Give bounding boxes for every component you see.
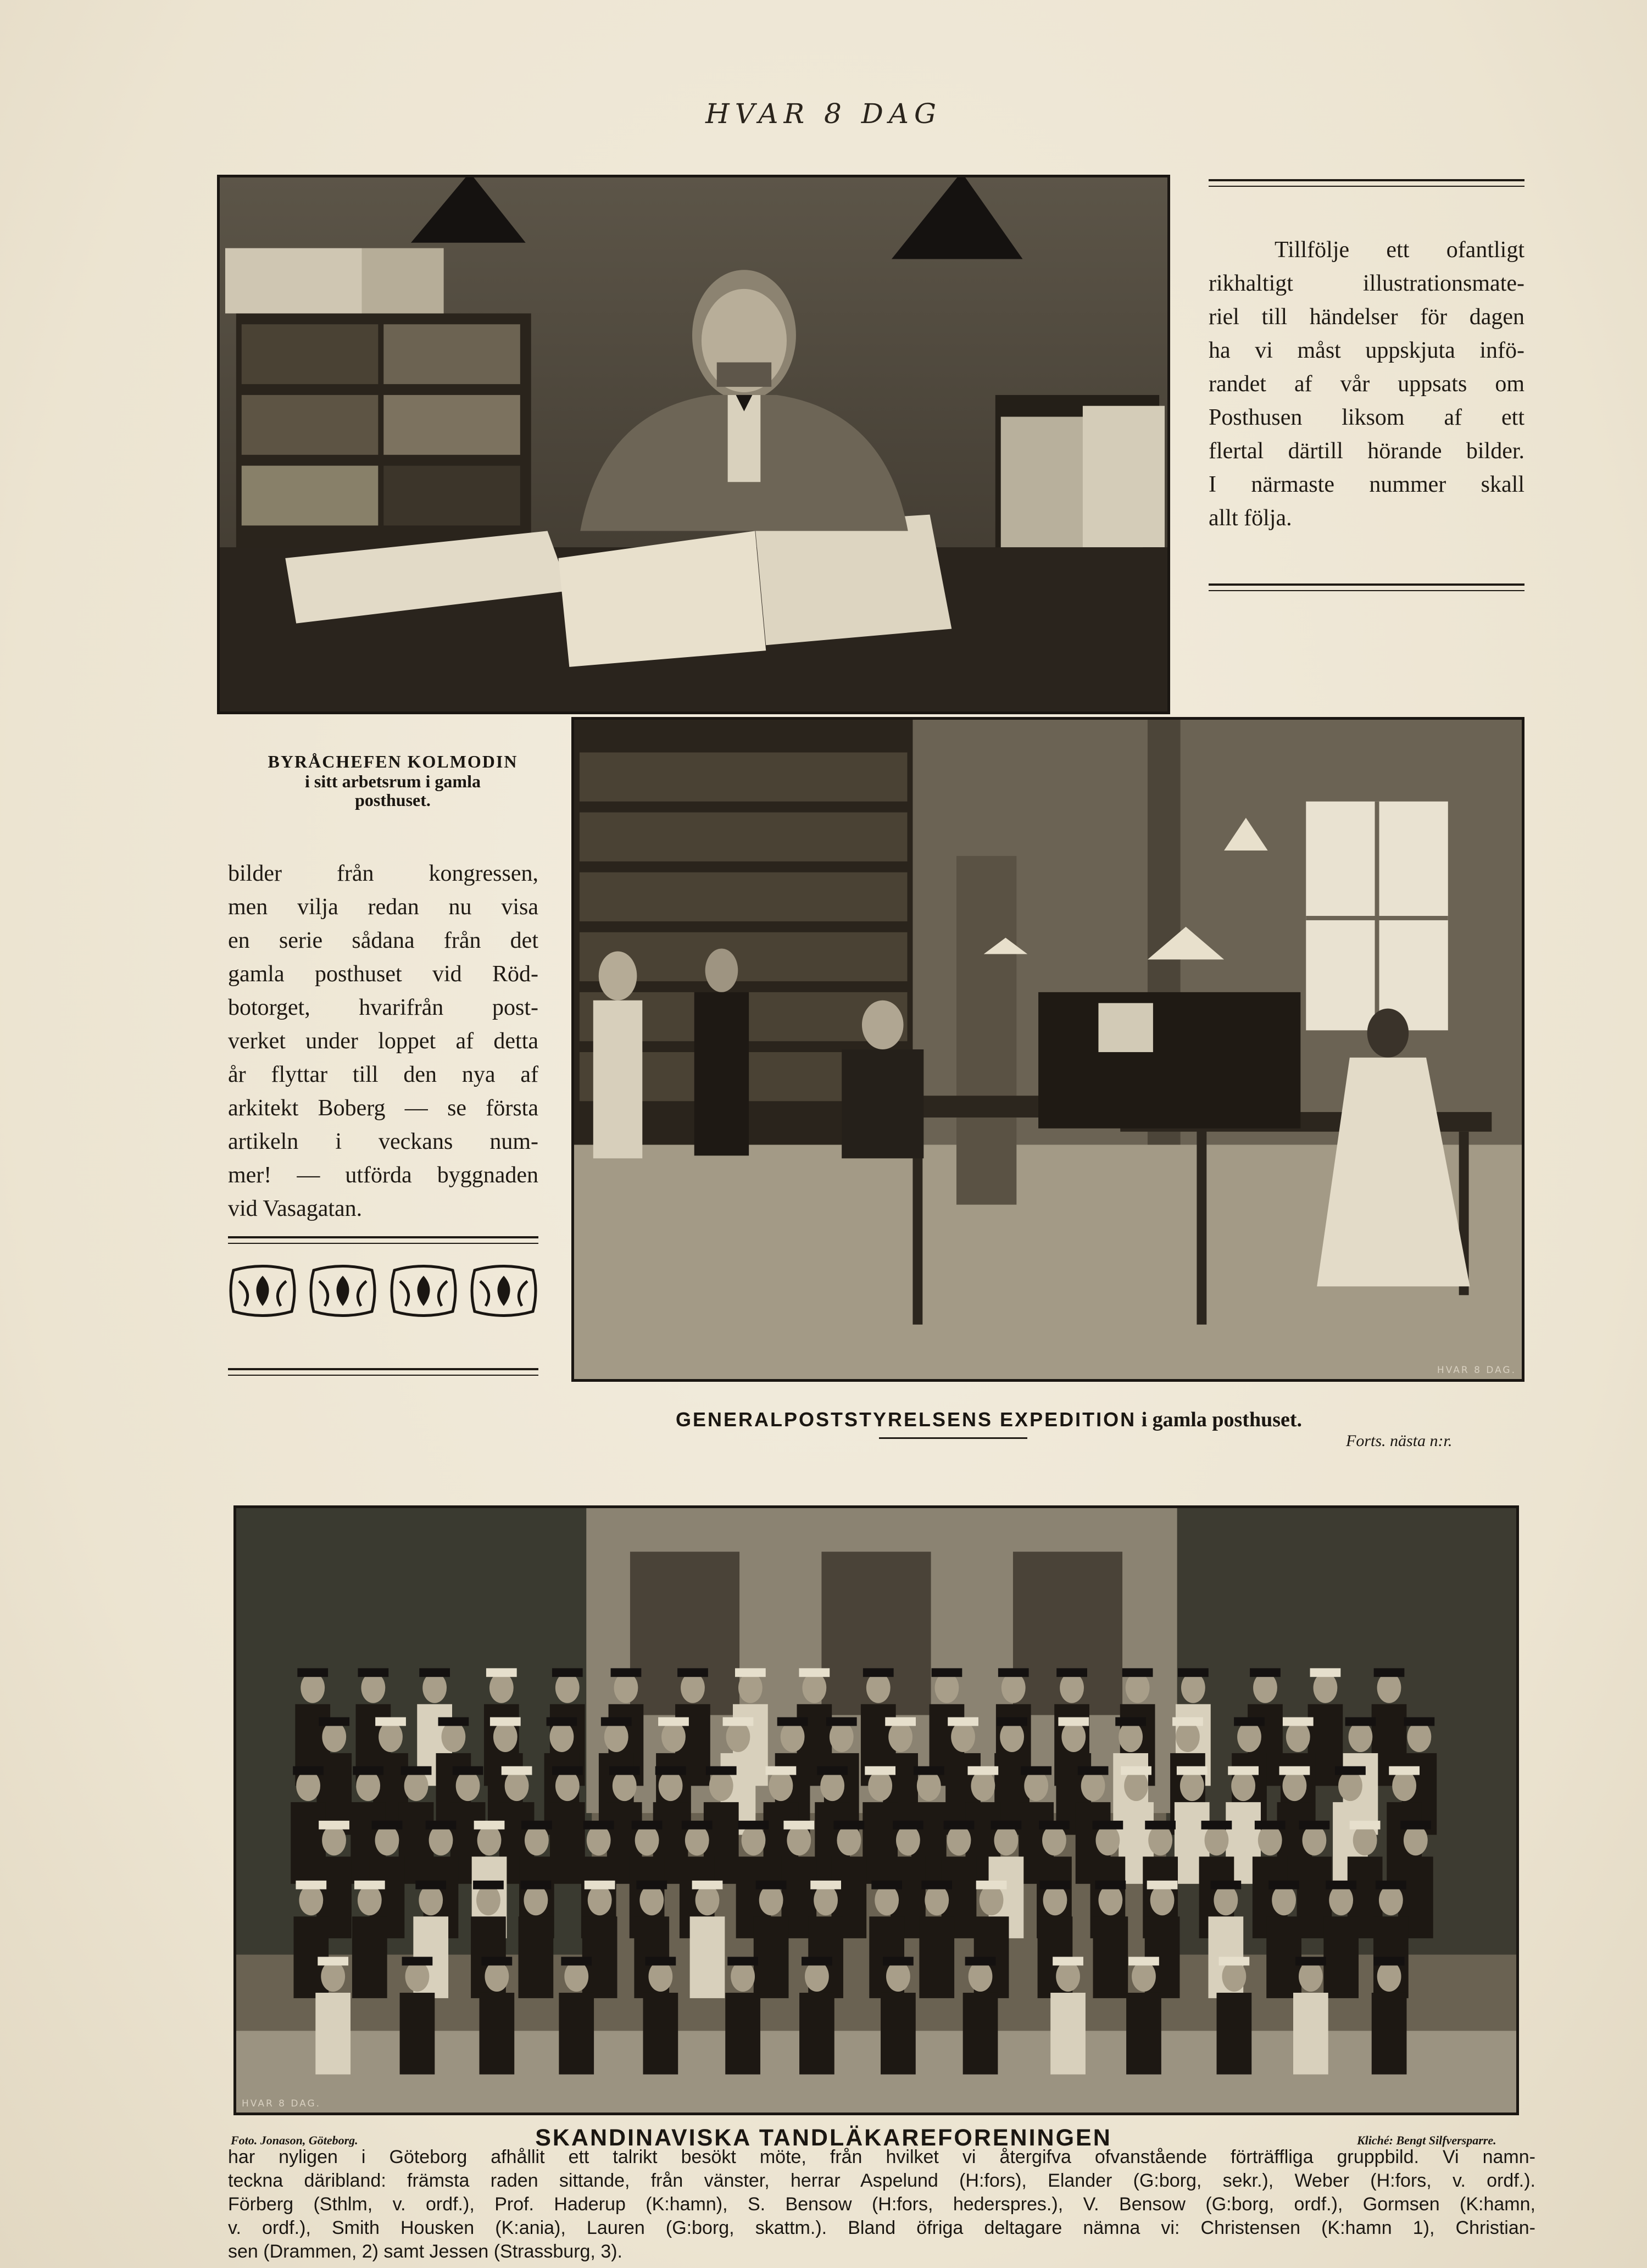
left-column-line: vid Vasagatan.	[228, 1196, 363, 1221]
left-column-line: men vilja redan nu visa	[228, 894, 538, 920]
floral-ornament-icon	[469, 1265, 538, 1317]
photo2-caption-rest: i gamla posthuset.	[1136, 1408, 1303, 1431]
left-column-line: år flyttar till den nya af	[228, 1062, 538, 1087]
notice-line: randet af vår uppsats om	[1209, 371, 1524, 397]
notice-line: flertal därtill hörande bilder.	[1209, 438, 1524, 464]
group-photo-illustration	[236, 1508, 1516, 2113]
left-column-text	[228, 857, 538, 1226]
photo1-caption-line: posthuset.	[355, 790, 431, 810]
notice-line: ha vi måst uppskjuta infö-	[1209, 338, 1524, 363]
notice-line: allt följa.	[1209, 505, 1292, 531]
notice-text	[1209, 234, 1524, 535]
left-column-line: bilder från kongressen,	[228, 861, 538, 886]
article-line: teckna däribland: främsta raden sittande, från vänster, herrar Aspelund (H:fors), Elander (G:borg, sekr.), Weber (H:fors, v. ordf.).	[228, 2170, 1535, 2191]
cliche-credit: Kliché: Bengt Silfversparre.	[1357, 2133, 1496, 2147]
photo1-caption-line: i sitt arbetsrum i gamla	[305, 771, 481, 791]
article-line: sen (Drammen, 2) samt Jessen (Strassburg, 3).	[228, 2241, 623, 2262]
notice-line: Posthusen liksom af ett	[1209, 405, 1524, 430]
continued-note: Forts. nästa n:r.	[1346, 1432, 1453, 1450]
left-column-rule-bottom	[228, 1368, 538, 1376]
photo2-caption	[577, 1408, 1401, 1432]
photo-group-tandlakare	[233, 1505, 1519, 2115]
left-column-line: artikeln i veckans num-	[228, 1129, 538, 1154]
floral-ornament-icon	[308, 1265, 377, 1317]
photo1-caption-title: BYRÅCHEFEN KOLMODIN	[268, 752, 518, 771]
notice-line: rikhaltigt illustrationsmate-	[1209, 271, 1524, 296]
photo-credit: Foto. Jonason, Göteborg.	[231, 2133, 358, 2147]
floral-ornament-icon	[389, 1265, 458, 1317]
notice-top-rule	[1209, 179, 1524, 187]
photo2-watermark: HVAR 8 DAG.	[1437, 1365, 1516, 1376]
left-column-line: botorget, hvarifrån post-	[228, 995, 538, 1020]
left-column-line: en serie sådana från det	[228, 928, 538, 953]
floral-ornament	[228, 1265, 538, 1317]
left-column-line: arkitekt Boberg — se första	[228, 1096, 538, 1121]
expedition-photo-illustration	[574, 720, 1522, 1379]
photo2-caption-rule	[879, 1437, 1027, 1439]
floral-ornament-icon	[228, 1265, 297, 1317]
article-body	[228, 2145, 1535, 2264]
left-column-line: gamla posthuset vid Röd-	[228, 961, 538, 987]
photo-expedition-room	[571, 717, 1524, 1382]
article-line: v. ordf.), Smith Housken (K:ania), Lauren (G:borg, skattm.). Bland öfriga deltagare nämna vi: Christensen (K:hamn 1), Christian-	[228, 2217, 1535, 2238]
office-photo-illustration	[220, 177, 1167, 711]
article-line: Förberg (Sthlm, v. ordf.), Prof. Haderup (K:hamn), S. Bensow (H:fors, hederspres.), V. Bensow (G:borg, ordf.), Gormsen (K:hamn,	[228, 2194, 1535, 2215]
left-column-rule-top	[228, 1236, 538, 1244]
notice-line: Tillfölje ett ofantligt	[1275, 237, 1524, 263]
notice-line: I närmaste nummer skall	[1209, 472, 1524, 497]
photo1-caption	[220, 751, 566, 809]
photo3-watermark: HVAR 8 DAG.	[242, 2098, 321, 2109]
article-title: SKANDINAVISKA TANDLÄKAREFORENINGEN	[535, 2125, 1112, 2151]
page-header: HVAR 8 DAG	[705, 98, 942, 130]
left-column-line: mer! — utförda byggnaden	[228, 1163, 538, 1188]
photo2-caption-caps: GENERALPOSTSTYRELSENS EXPEDITION	[675, 1408, 1137, 1431]
notice-bottom-rule	[1209, 583, 1524, 591]
notice-line: riel till händelser för dagen	[1209, 304, 1524, 330]
article-line: har nyligen i Göteborg afhållit ett talrikt besökt möte, från hvilket vi återgifva ofvanstående förträffliga gruppbild. Vi namn-	[228, 2147, 1535, 2167]
left-column-line: verket under loppet af detta	[228, 1029, 538, 1054]
photo-office-kolmodin	[217, 175, 1170, 714]
